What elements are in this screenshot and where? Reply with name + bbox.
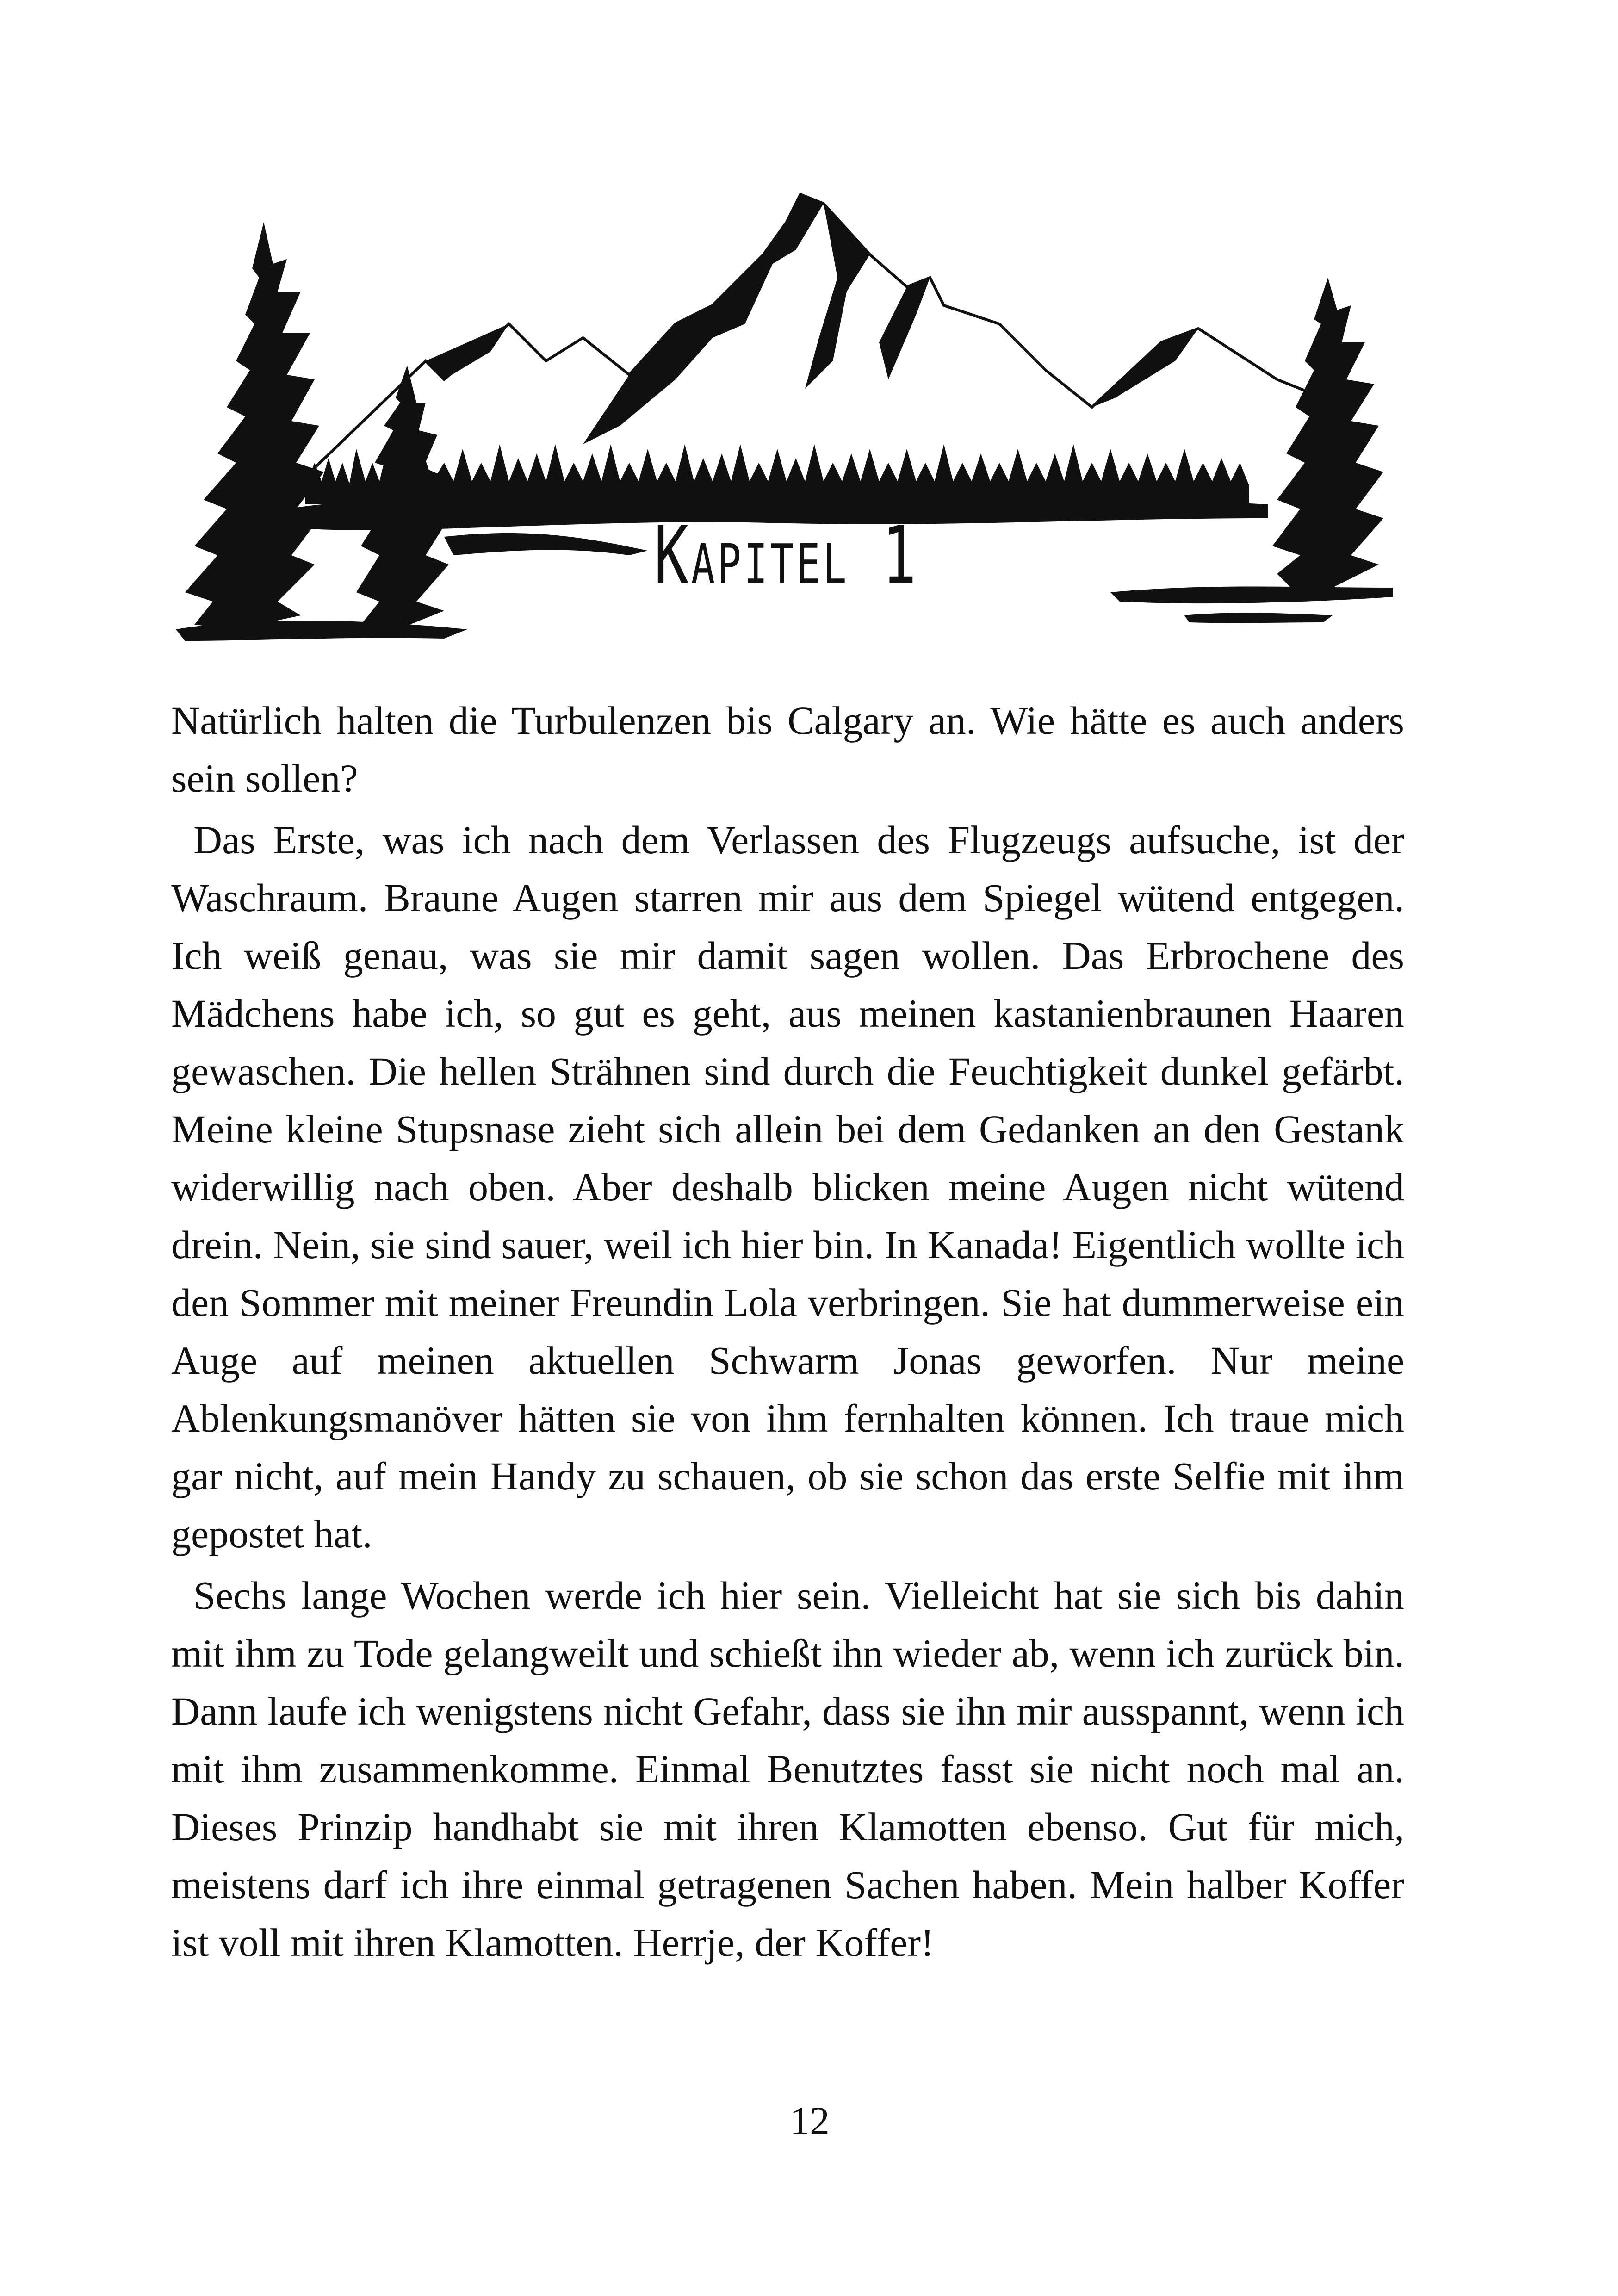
chapter-heading-number: 1 [882,509,919,602]
mountain-shadow-right [879,278,930,379]
page-number: 12 [790,2098,830,2143]
tree-right [1272,278,1383,592]
ground-right-lower [1184,613,1333,623]
chapter-heading-word: APITEL [691,532,849,596]
chapter-heading-initial: K [654,509,691,602]
mountain-landscape-illustration [167,185,1425,671]
paragraph-1: Natürlich halten die Turbulenzen bis Calgary an. Wie hätte es auch anders sein sollen? [171,698,1404,800]
tree-left-large [185,222,324,629]
lake-inlet [444,533,648,555]
mountain-shadow-center [805,204,870,389]
paragraph-3: Sechs lange Wochen werde ich hier sein. Vielleicht hat sie sich bis dahin mit ihm zu Tode gelangweilt und schießt ihn wieder ab, wenn ich zurück bin. Dann laufe ich wenigstens nicht Gefahr, dass sie ihn mir ausspannt, wenn ich mit ihm zusammenkomme. Einmal Benutztes fasst sie nicht noch mal an. Dieses Prinzip handhabt sie mit ihren Klamotten ebenso. Gut für mich, meistens darf ich ihre einmal getragenen Sachen haben. Mein halber Koffer ist voll mit ihren Klamotten. Herrje, der Koffer! [171,1573,1404,1965]
mountain-shadow-main [583,194,824,444]
ground-right [1110,587,1393,604]
tree-line [305,444,1249,504]
mountain-shadow-left [426,324,509,379]
chapter-heading [653,509,920,602]
mountain-shadow-far-right [1092,329,1198,407]
chapter-body [171,692,1404,1972]
mountain-range [301,194,1323,481]
mountain-silhouette-svg [167,185,1425,671]
paragraph-2: Das Erste, was ich nach dem Verlassen des Flugzeugs aufsuche, ist der Waschraum. Braune Augen starren mir aus dem Spiegel wütend entgegen. Ich weiß genau, was sie mir damit sagen wollen. Das Erbrochene des Mädchens habe ich, so gut es geht, aus meinen kastanienbraunen Haaren gewaschen. Die hellen Strähnen sind durch die Feuchtigkeit dunkel gefärbt. Meine kleine Stupsnase zieht sich allein bei dem Gedanken an den Gestank widerwillig nach oben. Aber deshalb blicken meine Augen nicht wütend drein. Nein, sie sind sauer, weil ich hier bin. In Kanada! Eigentlich wollte ich den Sommer mit meiner Freundin Lola verbringen. Sie hat dummerweise ein Auge auf meinen aktuellen Schwarm Jonas geworfen. Nur meine Ablenkungsmanöver hätten sie von ihm fernhalten können. Ich traue mich gar nicht, auf mein Handy zu schauen, ob sie schon das erste Selfie mit ihm gepostet hat. [171,818,1404,1556]
